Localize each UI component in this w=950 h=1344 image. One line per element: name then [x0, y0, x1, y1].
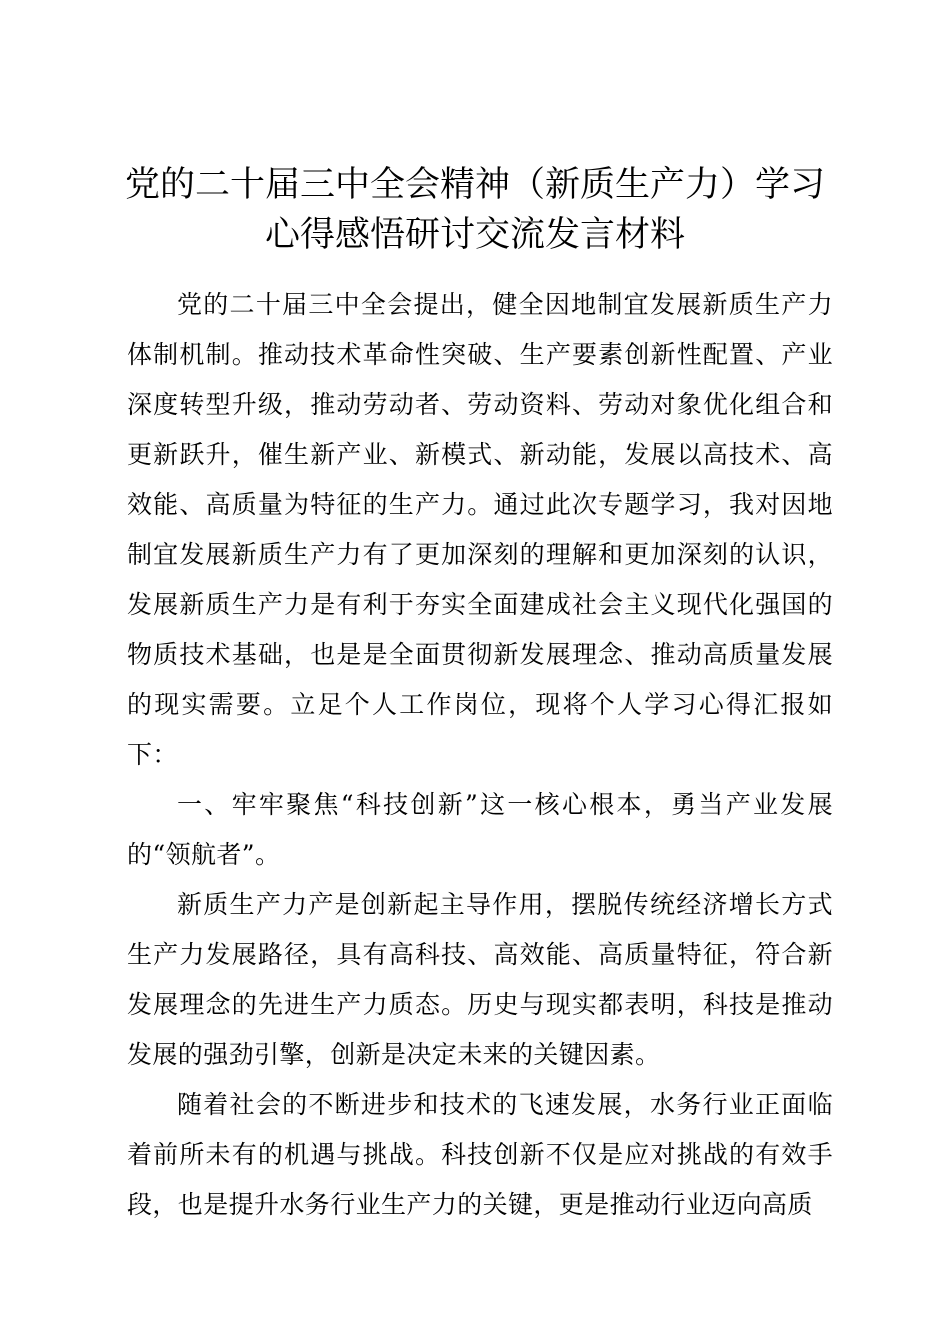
paragraph-water-industry: 随着社会的不断进步和技术的飞速发展，水务行业正面临着前所未有的机遇与挑战。科技创新不仅是应对挑战的有效手段，也是提升水务行业生产力的关键，更是推动行业迈向高质 [127, 1090, 833, 1219]
paragraph-new-productivity: 新质生产力产是创新起主导作用，摆脱传统经济增长方式生产力发展路径，具有高科技、高效能、高质量特征，符合新发展理念的先进生产力质态。历史与现实都表明，科技是推动发展的强劲引擎，创新是决定未来的关键因素。 [127, 890, 833, 1069]
title-line-2: 心得感悟研讨交流发言材料 [264, 215, 685, 255]
document-body [127, 280, 833, 1230]
title-line-1: 党的二十届三中全会精神（新质生产力）学习 [124, 165, 825, 205]
section-heading-1: 一、牢牢聚焦“科技创新”这一核心根本，勇当产业发展的“领航者”。 [127, 790, 833, 869]
document-title [110, 160, 840, 260]
paragraph-intro: 党的二十届三中全会提出，健全因地制宜发展新质生产力体制机制。推动技术革命性突破、生产要素创新性配置、产业深度转型升级，推动劳动者、劳动资料、劳动对象优化组合和更新跃升，催生新产业、新模式、新动能，发展以高技术、高效能、高质量为特征的生产力。通过此次专题学习，我对因地制宜发展新质生产力有了更加深刻的理解和更加深刻的认识，发展新质生产力是有利于夯实全面建成社会主义现代化强国的物质技术基础，也是是全面贯彻新发展理念、推动高质量发展的现实需要。立足个人工作岗位，现将个人学习心得汇报如下： [127, 290, 833, 769]
